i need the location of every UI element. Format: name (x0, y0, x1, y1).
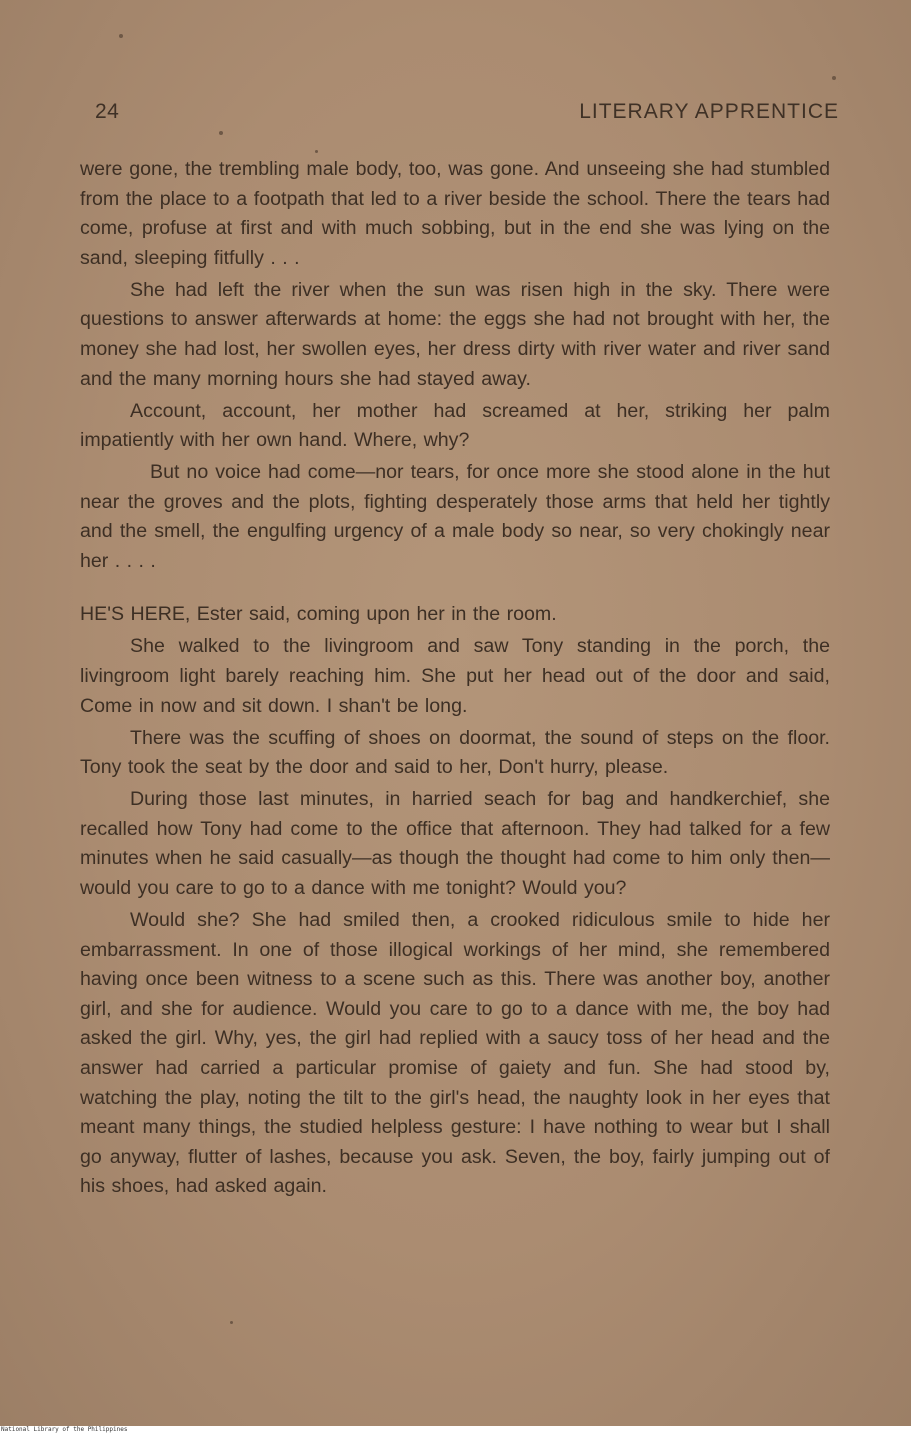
paper-speck (119, 34, 123, 38)
paragraph: She had left the river when the sun was risen high in the sky. There were questions to answer afterwards at home: the eggs she had not brought with her, the money she had lost, her swollen eyes, her dress dirty with river water and river sand and the many morning hours she had stayed away. (80, 278, 830, 390)
page-number: 24 (95, 100, 120, 123)
paragraph: There was the scuffing of shoes on doormat, the sound of steps on the floor. Tony took the seat by the door and said to her, Don't hurry, please. (80, 726, 830, 779)
library-credit: National Library of the Philippines (0, 1426, 911, 1433)
body-text (80, 155, 830, 1204)
paragraph: But no voice had come—nor tears, for once more she stood alone in the hut near the groves and the plots, fighting desperately those arms that held her tightly and the smell, the engulfing urgency of a male body so near, so very chokingly near her . . . . (80, 461, 830, 572)
paper-speck (315, 150, 318, 153)
paper-speck (219, 131, 223, 135)
paragraph: were gone, the trembling male body, too, was gone. And unseeing she had stumbled from the place to a footpath that led to a river beside the school. There the tears had come, profuse at first and with much sobbing, but in the end she was lying on the sand, sleeping fitfully . . . (80, 158, 830, 269)
section-opening-paragraph: HE'S HERE, Ester said, coming upon her in the room. (80, 603, 557, 626)
paper-speck (230, 1321, 233, 1324)
paragraph: Account, account, her mother had screamed at her, striking her palm impatiently with her own hand. Where, why? (80, 399, 830, 452)
running-title: LITERARY APPRENTICE (579, 100, 839, 123)
paragraph: During those last minutes, in harried seach for bag and handkerchief, she recalled how Tony had come to the office that afternoon. They had talked for a few minutes when he said casually—as though the thought had come to him only then—would you care to go to a dance with me tonight? Would you? (80, 788, 830, 899)
paper-speck (832, 76, 836, 80)
running-head (95, 100, 839, 130)
paragraph: She walked to the livingroom and saw Tony standing in the porch, the livingroom light barely reaching him. She put her head out of the door and said, Come in now and sit down. I shan't be long. (80, 635, 830, 717)
paragraph: Would she? She had smiled then, a crooked ridiculous smile to hide her embarrassment. In one of those illogical workings of her mind, she remembered having once been witness to a scene such as this. There was another boy, another girl, and she for audience. Would you care to go to a dance with me, the boy had asked the girl. Why, yes, the girl had replied with a saucy toss of her head and the answer had carried a particular promise of gaiety and fun. She had stood by, watching the play, noting the tilt to the girl's head, the naughty look in her eyes that meant many things, the studied helpless gesture: I have nothing to wear but I shall go anyway, flutter of lashes, because you ask. Seven, the boy, fairly jumping out of his shoes, had asked again. (80, 908, 830, 1198)
